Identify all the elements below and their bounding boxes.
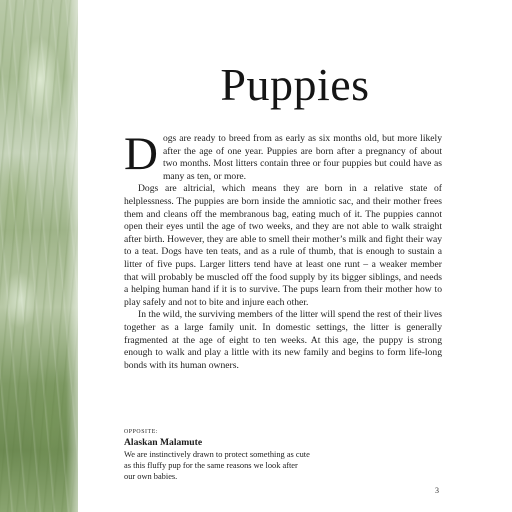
paragraph-2: Dogs are altricial, which means they are born in a relative state of helplessness. The puppies are born inside the amniotic sac, and their mother frees them and cleans off the membranous bag, eating much of it. The puppies cannot open their eyes until the age of two weeks, and they are not able to walk straight after birth. However, they are able to smell their mother’s milk and fight their way to a teat. Dogs have ten teats, and as a rule of thumb, that is enough to sustain a litter of five pups. Larger litters tend have at least one runt – a weaker member that will probably be muscled off the food supply by its bigger siblings, and needs a helping human hand if it is to survive. The pups learn from their mother how to play safely and not to bite and injure each other. (124, 183, 442, 308)
page-number: 3 (435, 486, 439, 495)
paragraph-1-text: ogs are ready to breed from as early as six months old, but more likely after the age of one year. Puppies are born after a pregnancy of about two months. Most litters contain three or four puppies but could have as many as ten, or more. (162, 133, 442, 182)
paragraph-1 (124, 128, 442, 183)
caption-text: We are instinctively drawn to protect something as cute as this fluffy pup for the same reasons we look after our own babies. (124, 450, 310, 481)
page-title: Puppies (220, 59, 370, 110)
article-body (124, 128, 442, 372)
photo-caption (124, 428, 364, 482)
drop-cap: D (124, 128, 158, 180)
caption-kicker: OPPOSITE: (124, 429, 159, 435)
paragraph-3: In the wild, the surviving members of the litter will spend the rest of their lives together as a large family unit. In domestic settings, the litter is generally fragmented at the age of eight to ten weeks. At this age, the puppy is strong enough to walk and play a little with its new family and begins to form life-long bonds with its human owners. (124, 309, 442, 371)
caption-title: Alaskan Malamute (124, 437, 203, 448)
opposite-photo-edge (0, 0, 78, 512)
